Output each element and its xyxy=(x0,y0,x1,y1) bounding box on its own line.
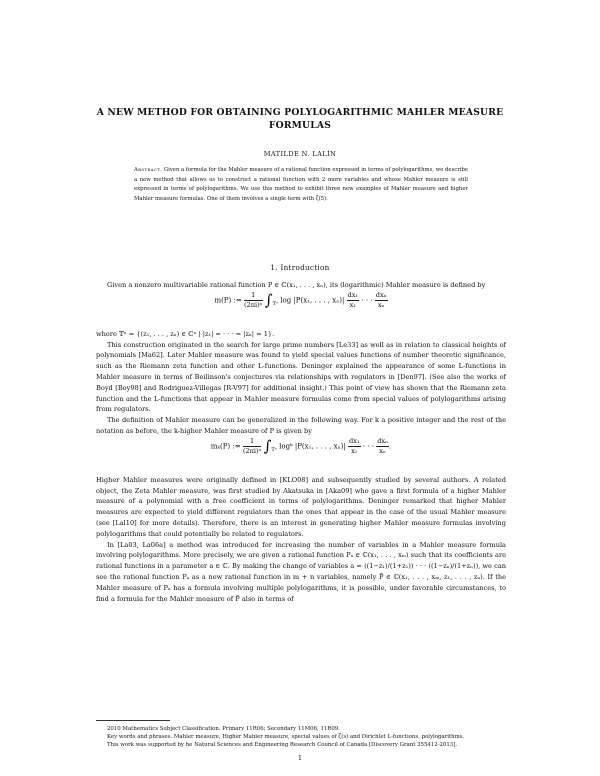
eq1-domain: 𝕋ⁿ xyxy=(272,301,279,307)
eq2-dx1 xyxy=(348,437,361,456)
eq2-period: . xyxy=(388,442,392,451)
eq1-prefactor xyxy=(244,291,263,310)
torus-definition: where 𝕋ⁿ = {(z₁, . . . , zₙ) ∈ ℂⁿ | |z₁| = · · · = |zₙ| = 1}. xyxy=(96,329,275,338)
eq2-integrand: logᵏ |P(x₁, . . . , xₙ)| xyxy=(279,442,346,451)
title-line-1: A NEW METHOD FOR OBTAINING POLYLOGARITHMIC MAHLER MEASURE xyxy=(96,107,504,118)
footnote-classification: 2010 Mathematics Subject Classification. Primary 11R06; Secondary 11M06, 11R09. xyxy=(107,726,340,732)
eq1-lhs: m(P) := xyxy=(214,296,242,305)
eq1-dxn-num: dxₙ xyxy=(375,290,387,299)
eq2-dx1-den: x₁ xyxy=(351,446,358,455)
eq1-dots: · · · xyxy=(361,296,373,305)
intro-paragraph-3: The definition of Mahler measure can be generalized in the following way. For k a positive integer and the rest of the notation as before, the k-higher Mahler measure of P is given by xyxy=(96,416,506,435)
eq1-prefactor-den: (2πi)ⁿ xyxy=(243,300,263,309)
eq2-dxn-den: xₙ xyxy=(379,446,386,455)
intro-paragraph-2: This construction originated in the search for large prime numbers [Le33] as well as in relation to classical heights of polynomials [Ma62]. Later Mahler measure was found to yield special values functions of number theoretic significance, such as the Riemann zeta function and other L-functions. Deninger explained the appearance of some L-functions in Mahler measure in terms of Beilinson's conjectures via relationships with regulators in [Den97]. (See also the works of Boyd [Boy98] and Rodriguez-Villegas [R-V97] for additional insight.) This point of view has shown that the Riemann zeta function and the L-functions that appear in Mahler measure formulas come from special values of polylogarithms arising from regulators. xyxy=(96,340,506,414)
eq1-dxn xyxy=(375,291,388,310)
abstract-text: Given a formula for the Mahler measure of a rational function expressed in terms of polylogarithms, we describe a new method that allows us to construct a rational function with 2 more variables and whose Mahler measure is still expressed in terms of polylogarithms. We use this method to exhibit three new examples of Mahler measure and higher Mahler measure formulas. One of them involves a single term with ζ(5). xyxy=(134,167,468,202)
eq1-dx1-num: dx₁ xyxy=(347,290,359,299)
integral-sign: ∫ xyxy=(264,290,273,309)
footnotes xyxy=(96,725,506,750)
eq1-dx1 xyxy=(347,291,360,310)
eq2-prefactor xyxy=(243,437,262,456)
eq2-domain: 𝕋ⁿ xyxy=(271,447,277,453)
eq1-prefactor-num: 1 xyxy=(244,291,263,301)
section-heading: 1. Introduction xyxy=(270,263,330,272)
eq2-prefactor-den: (2πi)ⁿ xyxy=(242,446,262,455)
eq2-dxn xyxy=(376,436,392,456)
eq1-dx1-den: x₁ xyxy=(349,300,357,309)
abstract xyxy=(134,166,468,204)
abstract-label: Abstract. xyxy=(134,167,163,173)
footnote-rule xyxy=(96,720,170,721)
eq2-dx1-num: dx₁ xyxy=(348,436,360,445)
author-name: MATILDE N. LALÍN xyxy=(263,150,337,158)
equation-higher-mahler-measure xyxy=(96,437,506,475)
eq2-lhs: mₖ(P) := xyxy=(210,442,241,451)
body-text xyxy=(96,280,506,604)
title-line-2: FORMULAS xyxy=(268,120,332,131)
eq2-prefactor-num: 1 xyxy=(243,437,262,447)
paper-title xyxy=(60,106,540,132)
equation-mahler-measure xyxy=(96,291,506,329)
footnote-keywords: Key words and phrases. Mahler measure, Higher Mahler measure, special values of ζ(s) and Dirichlet L-functions, polylogarithms. xyxy=(107,734,465,741)
eq1-dxn-den: xₙ xyxy=(377,300,385,309)
eq1-integrand: log |P(x₁, . . . , xₙ)| xyxy=(280,296,345,305)
footnote-funding: This work was supported by he Natural Sciences and Engineering Research Council of Canada [Discovery Grant 355412-2013]. xyxy=(107,742,458,749)
eq2-dots: · · · xyxy=(362,442,374,451)
eq2-dxn-num: dxₙ xyxy=(377,436,388,445)
integral-sign: ∫ xyxy=(263,436,272,455)
intro-paragraph-1: Given a nonzero multivariable rational function P ∈ ℂ(x₁, . . . , xₙ), its (logarithmic) Mahler measure is defined by xyxy=(107,281,486,289)
intro-paragraph-4: Higher Mahler measures were originally defined in [KLO08] and subsequently studied by several authors. A related object, the Zeta Mahler measure, was first studied by Akatsuka in [Aka09] who gave a first formula of a higher Mahler measure of a polynomial with a free coefficient in terms of polylogarithms. Deninger remarked that higher Mahler measures are expected to yield different regulators than the ones that appear in the case of the usual Mahler measure (see [Lal10] for more details). Therefore, there is an interest in generating higher Mahler measure formulas involving polylogarithms that could potentially be related to regulators. xyxy=(96,475,506,538)
intro-paragraph-5: In [La03, La06a] a method was introduced for increasing the number of variables in a Mahler measure formula involving polylogarithms. More precisely, we are given a rational function Pₐ ∈ ℂ(x₁, . . . , xₘ) such that its coefficients are rational functions in a parameter a ∈ ℂ. By making the change of variables a = ((1−z₁)/(1+z₁)) · · · ((1−zₙ)/(1+zₙ)), we can see the rational function Pₐ as a new rational function in m + n variables, namely P̃ ∈ ℂ(x₁, . . . , xₘ, z₁, . . . , zₙ). If the Mahler measure of Pₐ has a formula involving multiple polylogarithms, it is possible, under favorable circumstances, to find a formula for the Mahler measure of P̃ also in terms of xyxy=(96,540,506,603)
page-number: 1 xyxy=(297,754,303,762)
